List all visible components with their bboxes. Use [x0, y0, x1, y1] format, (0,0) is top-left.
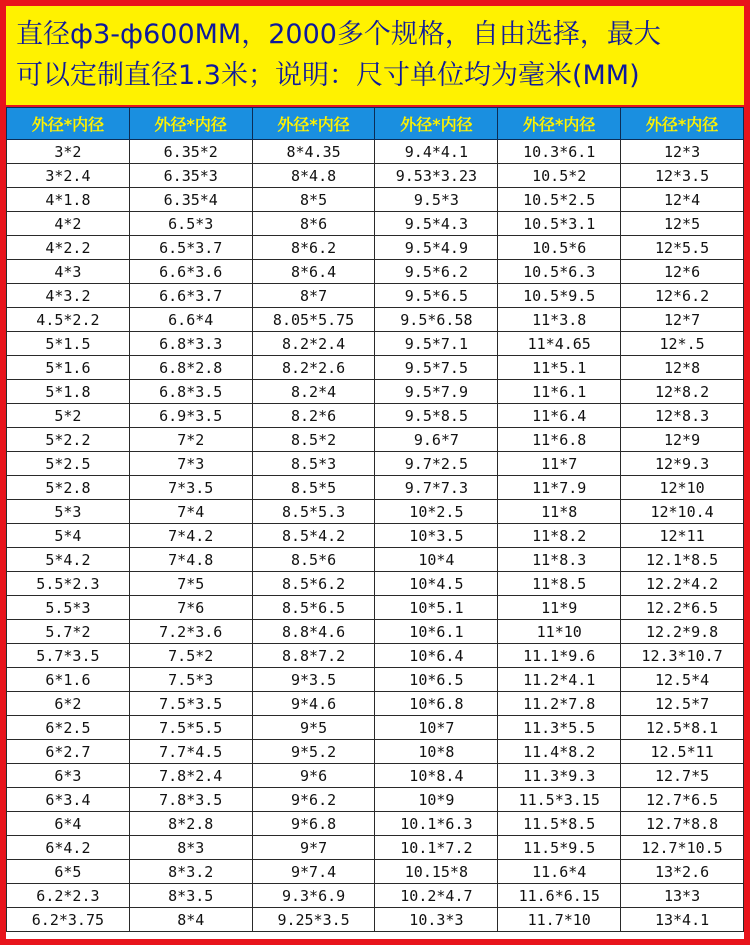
table-cell: 9.5*6.5 [375, 284, 498, 308]
table-row [7, 308, 744, 332]
table-cell: 6*4 [7, 812, 130, 836]
table-cell: 11*3.8 [498, 308, 621, 332]
table-cell: 5.7*2 [7, 620, 130, 644]
table-cell: 9.5*4.9 [375, 236, 498, 260]
table-row [7, 764, 744, 788]
table-cell: 3*2.4 [7, 164, 130, 188]
column-header: 外径*内径 [498, 108, 621, 140]
table-cell: 9.5*3 [375, 188, 498, 212]
table-cell: 11.5*8.5 [498, 812, 621, 836]
table-cell: 9.25*3.5 [252, 908, 375, 932]
table-cell: 10*6.1 [375, 620, 498, 644]
table-cell: 12*8.2 [621, 380, 744, 404]
table-cell: 11*6.1 [498, 380, 621, 404]
table-cell: 6.9*3.5 [129, 404, 252, 428]
table-cell: 6.5*3.7 [129, 236, 252, 260]
table-cell: 8.8*7.2 [252, 644, 375, 668]
table-cell: 8.8*4.6 [252, 620, 375, 644]
table-cell: 11.3*9.3 [498, 764, 621, 788]
table-cell: 11*8.5 [498, 572, 621, 596]
table-row [7, 740, 744, 764]
table-cell: 9.5*7.5 [375, 356, 498, 380]
table-cell: 10.5*2 [498, 164, 621, 188]
table-cell: 7*3 [129, 452, 252, 476]
table-cell: 12*8.3 [621, 404, 744, 428]
table-cell: 13*4.1 [621, 908, 744, 932]
table-cell: 11*7 [498, 452, 621, 476]
table-cell: 12*3 [621, 140, 744, 164]
table-cell: 9*5.2 [252, 740, 375, 764]
table-cell: 9*7.4 [252, 860, 375, 884]
table-cell: 6*1.6 [7, 668, 130, 692]
column-header: 外径*内径 [252, 108, 375, 140]
table-cell: 6.35*2 [129, 140, 252, 164]
table-cell: 8*2.8 [129, 812, 252, 836]
table-cell: 7.7*4.5 [129, 740, 252, 764]
table-cell: 10*4.5 [375, 572, 498, 596]
table-cell: 5*2.8 [7, 476, 130, 500]
table-cell: 11*8 [498, 500, 621, 524]
table-row [7, 332, 744, 356]
table-cell: 12.7*10.5 [621, 836, 744, 860]
table-cell: 12*3.5 [621, 164, 744, 188]
table-cell: 11*8.2 [498, 524, 621, 548]
table-row [7, 284, 744, 308]
table-row [7, 164, 744, 188]
table-cell: 5.7*3.5 [7, 644, 130, 668]
table-cell: 12*.5 [621, 332, 744, 356]
table-cell: 6.6*4 [129, 308, 252, 332]
table-row [7, 836, 744, 860]
table-row [7, 356, 744, 380]
table-cell: 9.7*2.5 [375, 452, 498, 476]
table-cell: 11*8.3 [498, 548, 621, 572]
table-cell: 7.5*3 [129, 668, 252, 692]
table-cell: 6*4.2 [7, 836, 130, 860]
table-row [7, 668, 744, 692]
table-cell: 10*7 [375, 716, 498, 740]
table-cell: 7.8*3.5 [129, 788, 252, 812]
table-cell: 9.3*6.9 [252, 884, 375, 908]
table-cell: 5*4.2 [7, 548, 130, 572]
table-cell: 4*2 [7, 212, 130, 236]
table-cell: 12.2*9.8 [621, 620, 744, 644]
table-cell: 6.5*3 [129, 212, 252, 236]
table-cell: 4*2.2 [7, 236, 130, 260]
column-header: 外径*内径 [375, 108, 498, 140]
table-cell: 12.3*10.7 [621, 644, 744, 668]
table-cell: 8.2*4 [252, 380, 375, 404]
table-cell: 10.5*9.5 [498, 284, 621, 308]
table-row [7, 884, 744, 908]
table-cell: 9*4.6 [252, 692, 375, 716]
table-cell: 6.35*4 [129, 188, 252, 212]
table-cell: 9.6*7 [375, 428, 498, 452]
table-cell: 6.6*3.6 [129, 260, 252, 284]
table-cell: 11.2*4.1 [498, 668, 621, 692]
table-cell: 11.4*8.2 [498, 740, 621, 764]
table-cell: 7*3.5 [129, 476, 252, 500]
table-row [7, 140, 744, 164]
table-cell: 9.4*4.1 [375, 140, 498, 164]
table-cell: 7.8*2.4 [129, 764, 252, 788]
table-cell: 9.5*7.1 [375, 332, 498, 356]
table-cell: 10*6.8 [375, 692, 498, 716]
table-cell: 12*9.3 [621, 452, 744, 476]
table-cell: 11.5*3.15 [498, 788, 621, 812]
table-row [7, 692, 744, 716]
table-cell: 7*4 [129, 500, 252, 524]
table-cell: 9*3.5 [252, 668, 375, 692]
size-table [6, 107, 744, 932]
table-row [7, 572, 744, 596]
table-cell: 5*2 [7, 404, 130, 428]
table-cell: 8*6.4 [252, 260, 375, 284]
table-cell: 9.5*7.9 [375, 380, 498, 404]
table-cell: 6.35*3 [129, 164, 252, 188]
table-cell: 12.5*7 [621, 692, 744, 716]
table-cell: 7*5 [129, 572, 252, 596]
table-cell: 6*3.4 [7, 788, 130, 812]
table-cell: 8.5*5.3 [252, 500, 375, 524]
table-row [7, 404, 744, 428]
table-cell: 8*3.5 [129, 884, 252, 908]
table-cell: 12*6 [621, 260, 744, 284]
table-cell: 8.5*4.2 [252, 524, 375, 548]
column-header: 外径*内径 [129, 108, 252, 140]
table-cell: 12*11 [621, 524, 744, 548]
table-row [7, 620, 744, 644]
table-cell: 5*1.6 [7, 356, 130, 380]
table-cell: 6*2.5 [7, 716, 130, 740]
table-cell: 12*5.5 [621, 236, 744, 260]
table-cell: 10*6.4 [375, 644, 498, 668]
table-cell: 8*5 [252, 188, 375, 212]
table-cell: 12.5*4 [621, 668, 744, 692]
table-cell: 12*10 [621, 476, 744, 500]
table-row [7, 380, 744, 404]
table-cell: 8.05*5.75 [252, 308, 375, 332]
table-cell: 8*3 [129, 836, 252, 860]
table-cell: 8.2*2.4 [252, 332, 375, 356]
table-cell: 8.5*6.5 [252, 596, 375, 620]
table-cell: 8.5*5 [252, 476, 375, 500]
table-cell: 9*6.2 [252, 788, 375, 812]
table-cell: 10.5*6 [498, 236, 621, 260]
table-cell: 3*2 [7, 140, 130, 164]
table-cell: 4*1.8 [7, 188, 130, 212]
table-cell: 10*2.5 [375, 500, 498, 524]
table-cell: 8*6.2 [252, 236, 375, 260]
table-cell: 12.5*11 [621, 740, 744, 764]
table-cell: 10*3.5 [375, 524, 498, 548]
table-cell: 5*1.8 [7, 380, 130, 404]
table-cell: 4*3 [7, 260, 130, 284]
table-cell: 9*6.8 [252, 812, 375, 836]
table-cell: 11*6.8 [498, 428, 621, 452]
table-cell: 12*4 [621, 188, 744, 212]
table-cell: 4*3.2 [7, 284, 130, 308]
table-cell: 6.2*3.75 [7, 908, 130, 932]
table-cell: 13*2.6 [621, 860, 744, 884]
table-cell: 10.5*6.3 [498, 260, 621, 284]
table-cell: 7*6 [129, 596, 252, 620]
table-row [7, 524, 744, 548]
table-cell: 9.53*3.23 [375, 164, 498, 188]
table-cell: 7.5*2 [129, 644, 252, 668]
table-cell: 10.3*3 [375, 908, 498, 932]
table-cell: 12*7 [621, 308, 744, 332]
table-cell: 10*8.4 [375, 764, 498, 788]
table-cell: 9*5 [252, 716, 375, 740]
table-cell: 7*4.8 [129, 548, 252, 572]
column-header: 外径*内径 [621, 108, 744, 140]
table-cell: 11.6*6.15 [498, 884, 621, 908]
table-cell: 8*4.8 [252, 164, 375, 188]
table-cell: 6.2*2.3 [7, 884, 130, 908]
table-cell: 6*5 [7, 860, 130, 884]
table-cell: 10*8 [375, 740, 498, 764]
table-cell: 11.1*9.6 [498, 644, 621, 668]
table-cell: 8*4.35 [252, 140, 375, 164]
table-cell: 12*9 [621, 428, 744, 452]
title-banner [6, 6, 744, 107]
table-cell: 12.7*6.5 [621, 788, 744, 812]
table-cell: 11*4.65 [498, 332, 621, 356]
table-cell: 9*6 [252, 764, 375, 788]
table-cell: 7*2 [129, 428, 252, 452]
table-cell: 9.5*6.2 [375, 260, 498, 284]
table-row [7, 644, 744, 668]
table-cell: 8.5*3 [252, 452, 375, 476]
table-cell: 7.5*3.5 [129, 692, 252, 716]
table-cell: 6.8*2.8 [129, 356, 252, 380]
banner-line-1: 直径ф3-ф600MM，2000多个规格，自由选择，最大 [16, 19, 661, 50]
table-cell: 8.5*2 [252, 428, 375, 452]
table-cell: 11.5*9.5 [498, 836, 621, 860]
table-row [7, 212, 744, 236]
table-cell: 12.2*6.5 [621, 596, 744, 620]
table-cell: 5*2.2 [7, 428, 130, 452]
table-cell: 10*5.1 [375, 596, 498, 620]
table-cell: 13*3 [621, 884, 744, 908]
table-cell: 5*2.5 [7, 452, 130, 476]
table-cell: 9.5*8.5 [375, 404, 498, 428]
table-cell: 5*4 [7, 524, 130, 548]
table-cell: 11*10 [498, 620, 621, 644]
table-cell: 7*4.2 [129, 524, 252, 548]
table-cell: 9.5*6.58 [375, 308, 498, 332]
table-cell: 6*2 [7, 692, 130, 716]
table-cell: 12.5*8.1 [621, 716, 744, 740]
table-cell: 12.1*8.5 [621, 548, 744, 572]
table-cell: 9.5*4.3 [375, 212, 498, 236]
table-cell: 11*6.4 [498, 404, 621, 428]
table-cell: 12*5 [621, 212, 744, 236]
table-cell: 6.8*3.3 [129, 332, 252, 356]
table-cell: 10.1*7.2 [375, 836, 498, 860]
table-cell: 6.6*3.7 [129, 284, 252, 308]
table-body [7, 140, 744, 932]
table-cell: 8.5*6 [252, 548, 375, 572]
table-cell: 12.2*4.2 [621, 572, 744, 596]
table-cell: 9*7 [252, 836, 375, 860]
table-cell: 12*10.4 [621, 500, 744, 524]
table-cell: 12.7*5 [621, 764, 744, 788]
table-cell: 6*3 [7, 764, 130, 788]
table-row [7, 812, 744, 836]
table-cell: 8.2*2.6 [252, 356, 375, 380]
table-row [7, 428, 744, 452]
table-row [7, 548, 744, 572]
table-cell: 8.5*6.2 [252, 572, 375, 596]
table-cell: 8.2*6 [252, 404, 375, 428]
table-row [7, 260, 744, 284]
table-cell: 5.5*2.3 [7, 572, 130, 596]
table-row [7, 500, 744, 524]
table-cell: 12*6.2 [621, 284, 744, 308]
table-cell: 11.6*4 [498, 860, 621, 884]
table-cell: 8*7 [252, 284, 375, 308]
table-cell: 10.5*2.5 [498, 188, 621, 212]
table-cell: 6.8*3.5 [129, 380, 252, 404]
table-cell: 11.7*10 [498, 908, 621, 932]
table-cell: 12.7*8.8 [621, 812, 744, 836]
table-cell: 8*3.2 [129, 860, 252, 884]
table-cell: 10.2*4.7 [375, 884, 498, 908]
table-cell: 10*9 [375, 788, 498, 812]
table-cell: 10*4 [375, 548, 498, 572]
table-row [7, 596, 744, 620]
table-row [7, 476, 744, 500]
table-row [7, 788, 744, 812]
table-row [7, 860, 744, 884]
table-cell: 11.3*5.5 [498, 716, 621, 740]
table-cell: 12*8 [621, 356, 744, 380]
table-cell: 8*6 [252, 212, 375, 236]
table-cell: 10.1*6.3 [375, 812, 498, 836]
table-cell: 7.5*5.5 [129, 716, 252, 740]
table-cell: 5*3 [7, 500, 130, 524]
banner-line-2: 可以定制直径1.3米；说明：尺寸单位均为毫米(MM) [16, 60, 640, 91]
table-cell: 5*1.5 [7, 332, 130, 356]
table-cell: 8*4 [129, 908, 252, 932]
table-cell: 10.15*8 [375, 860, 498, 884]
table-cell: 11*9 [498, 596, 621, 620]
table-cell: 11*5.1 [498, 356, 621, 380]
table-row [7, 236, 744, 260]
table-cell: 10*6.5 [375, 668, 498, 692]
table-cell: 9.7*7.3 [375, 476, 498, 500]
table-cell: 6*2.7 [7, 740, 130, 764]
table-cell: 4.5*2.2 [7, 308, 130, 332]
table-cell: 5.5*3 [7, 596, 130, 620]
table-header-row [7, 108, 744, 140]
table-cell: 10.3*6.1 [498, 140, 621, 164]
table-cell: 11*7.9 [498, 476, 621, 500]
table-row [7, 716, 744, 740]
table-row [7, 188, 744, 212]
table-cell: 7.2*3.6 [129, 620, 252, 644]
column-header: 外径*内径 [7, 108, 130, 140]
table-cell: 10.5*3.1 [498, 212, 621, 236]
table-cell: 11.2*7.8 [498, 692, 621, 716]
table-row [7, 452, 744, 476]
table-row [7, 908, 744, 932]
